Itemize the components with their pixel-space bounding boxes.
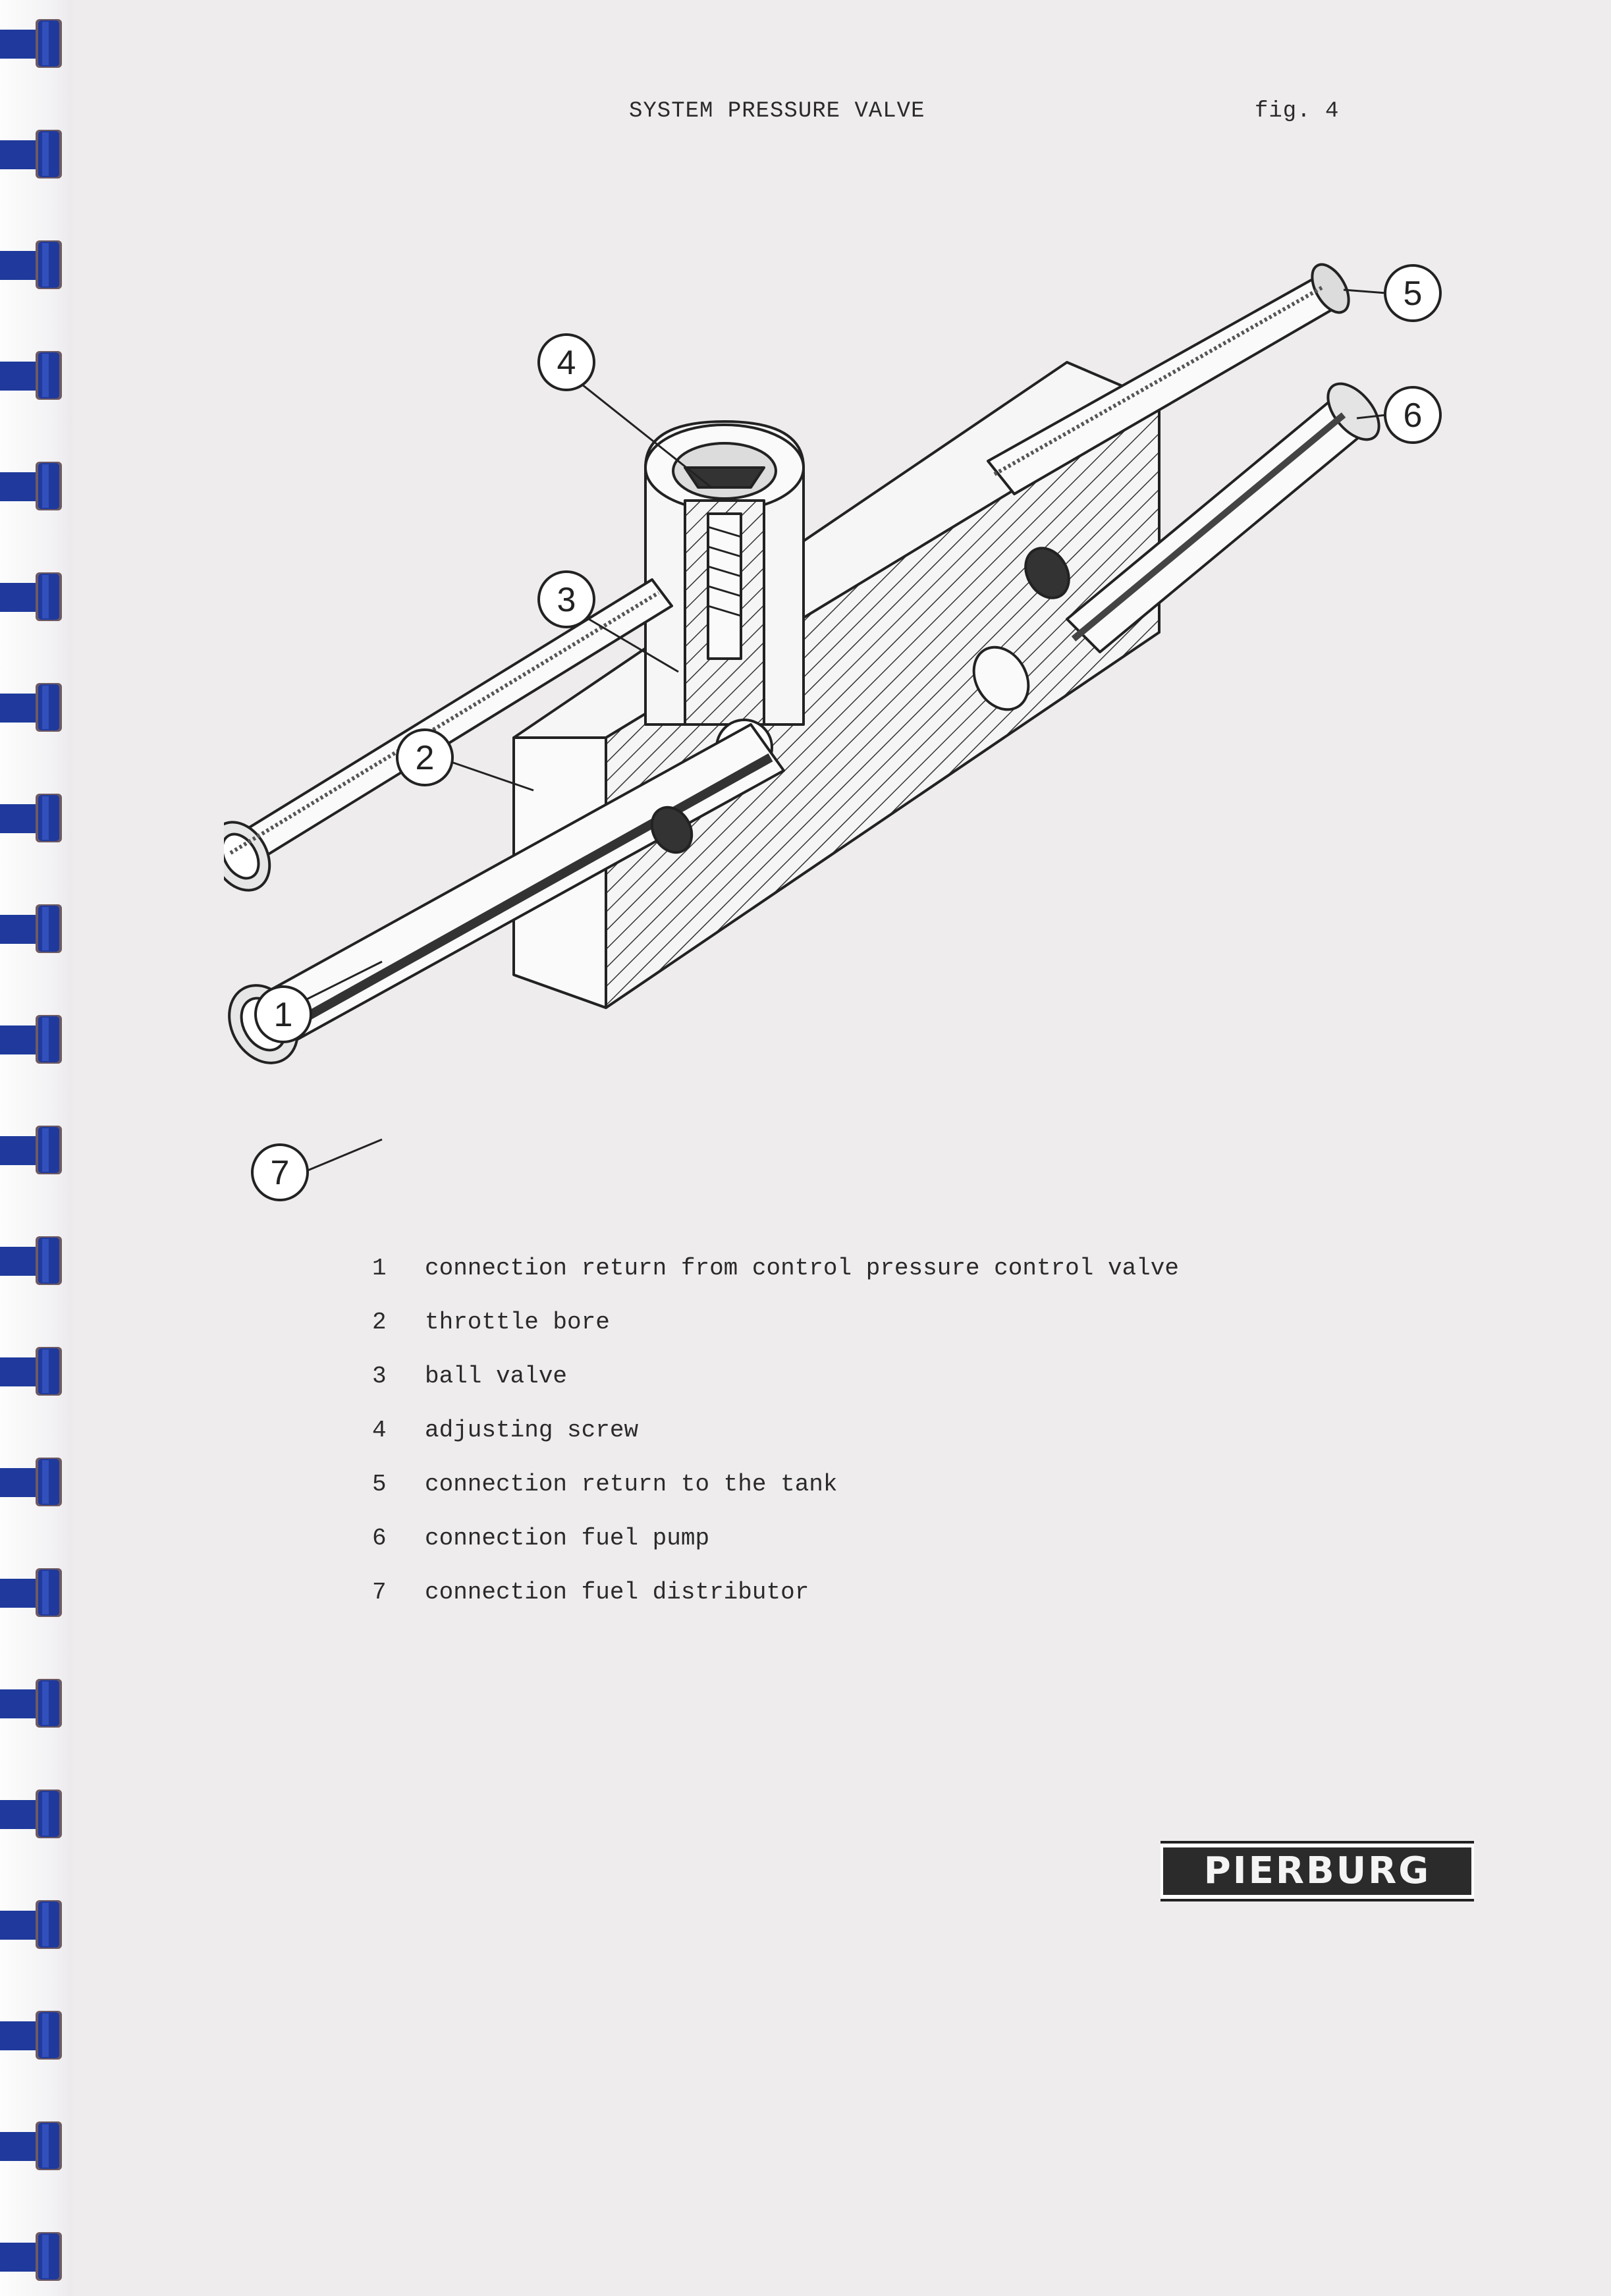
binding-ring (0, 1780, 66, 1844)
binding-ring (0, 674, 66, 737)
binding-ring (0, 895, 66, 958)
binding-ring (0, 563, 66, 626)
binding-ring (0, 784, 66, 848)
pierburg-logo (1160, 1841, 1474, 1901)
callout-1-label: 1 (273, 996, 293, 1034)
binding-ring (0, 452, 66, 516)
binding-ring (0, 1559, 66, 1622)
binding-ring (0, 1227, 66, 1290)
figure-number: fig. 4 (1255, 99, 1340, 124)
legend-number: 3 (372, 1363, 387, 1390)
callout-7-label: 7 (270, 1154, 290, 1192)
valve-cross-section-diagram (224, 250, 1475, 1238)
callout-3-label: 3 (557, 581, 576, 619)
binding-ring (0, 10, 66, 73)
spiral-binding (0, 0, 72, 2296)
callout-6-label: 6 (1403, 396, 1423, 435)
legend-number: 5 (372, 1471, 387, 1498)
legend-number: 6 (372, 1525, 387, 1552)
legend-number: 7 (372, 1579, 387, 1606)
binding-ring (0, 2002, 66, 2065)
binding-ring (0, 1670, 66, 1733)
legend-text: adjusting screw (425, 1417, 639, 1444)
binding-ring (0, 2112, 66, 2175)
logo-text: PIERBURG (1163, 1847, 1471, 1895)
legend-text: connection fuel distributor (425, 1579, 809, 1606)
callout-4-label: 4 (557, 344, 576, 382)
binding-ring (0, 2223, 66, 2286)
legend-text: connection fuel pump (425, 1525, 710, 1552)
legend-text: ball valve (425, 1363, 568, 1390)
legend-text: connection return to the tank (425, 1471, 838, 1498)
page-header (0, 99, 1611, 138)
legend-text: throttle bore (425, 1309, 610, 1336)
legend-text: connection return from control pressure control valve (425, 1255, 1179, 1282)
valve-drawing (224, 250, 1475, 1238)
legend-number: 2 (372, 1309, 387, 1336)
binding-ring (0, 1891, 66, 1954)
callout-2-label: 2 (415, 739, 435, 777)
page-title: SYSTEM PRESSURE VALVE (629, 99, 925, 124)
binding-ring (0, 1006, 66, 1069)
binding-ring (0, 342, 66, 405)
callout-5-label: 5 (1403, 275, 1423, 313)
binding-ring (0, 1116, 66, 1180)
binding-ring (0, 1448, 66, 1512)
legend-number: 4 (372, 1417, 387, 1444)
binding-ring (0, 231, 66, 294)
binding-ring (0, 1338, 66, 1401)
legend-number: 1 (372, 1255, 387, 1282)
